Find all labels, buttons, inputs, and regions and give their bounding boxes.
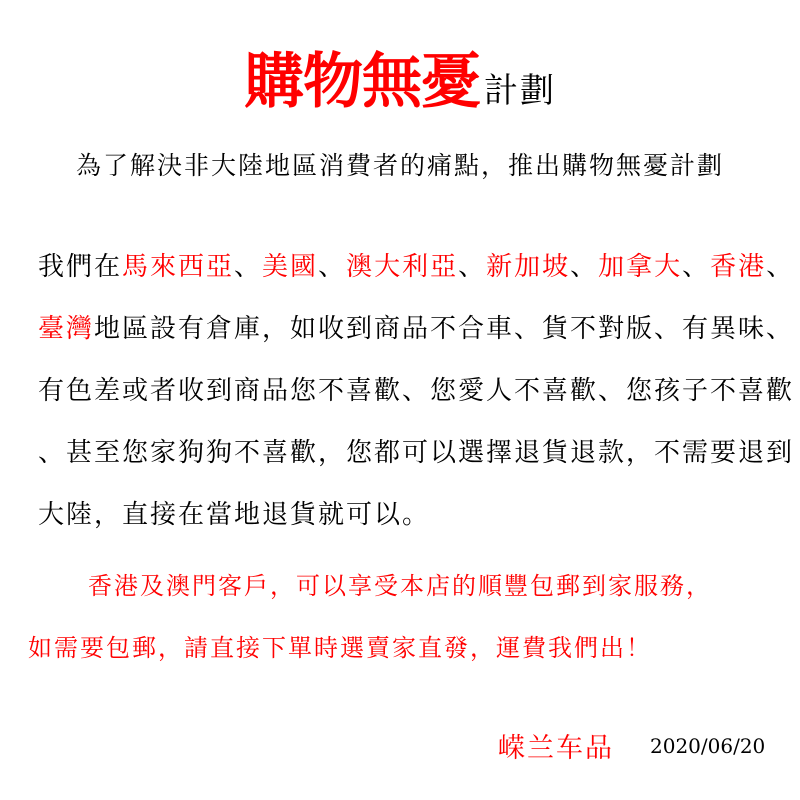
body-line-5: 大陸，直接在當地退貨就可以。 bbox=[38, 500, 431, 530]
region-taiwan: 臺灣 bbox=[38, 314, 95, 344]
region-singapore: 新加坡 bbox=[486, 252, 571, 282]
body-line-3: 有色差或者收到商品您不喜歡、您愛人不喜歡、您孩子不喜歡 bbox=[38, 376, 795, 406]
page-title bbox=[0, 34, 800, 120]
body-line-4: 、甚至您家狗狗不喜歡，您都可以選擇退貨退款，不需要退到 bbox=[38, 438, 795, 468]
separator: 、 bbox=[458, 252, 487, 282]
shop-signature: 嵘兰车品 bbox=[498, 733, 614, 764]
notice-line-2: 如需要包郵，請直接下單時選賣家直發，運費我們出！ bbox=[28, 634, 652, 662]
notice-line-1: 香港及澳門客戶，可以享受本店的順豐包郵到家服務， bbox=[88, 572, 712, 600]
region-canada: 加拿大 bbox=[598, 252, 683, 282]
subtitle: 為了解決非大陸地區消費者的痛點，推出購物無憂計劃 bbox=[75, 151, 724, 180]
title-sub: 計劃 bbox=[484, 71, 556, 111]
intro-text: 我們在 bbox=[38, 252, 123, 282]
separator: 、 bbox=[318, 252, 347, 282]
region-australia: 澳大利亞 bbox=[346, 252, 459, 282]
separator: 、 bbox=[766, 252, 795, 282]
region-hongkong: 香港 bbox=[710, 252, 767, 282]
separator: 、 bbox=[682, 252, 711, 282]
title-main: 購物無憂 bbox=[244, 47, 480, 117]
region-usa: 美國 bbox=[262, 252, 319, 282]
body-line-2 bbox=[38, 298, 795, 360]
separator: 、 bbox=[570, 252, 599, 282]
region-malaysia: 馬來西亞 bbox=[122, 252, 235, 282]
body-paragraph bbox=[38, 236, 795, 546]
after-regions-text: 地區設有倉庫，如收到商品不合車、貨不對版、有異味、 bbox=[94, 314, 795, 344]
body-line-1 bbox=[38, 236, 795, 298]
separator: 、 bbox=[234, 252, 263, 282]
signature-date: 2020/06/20 bbox=[650, 734, 766, 758]
